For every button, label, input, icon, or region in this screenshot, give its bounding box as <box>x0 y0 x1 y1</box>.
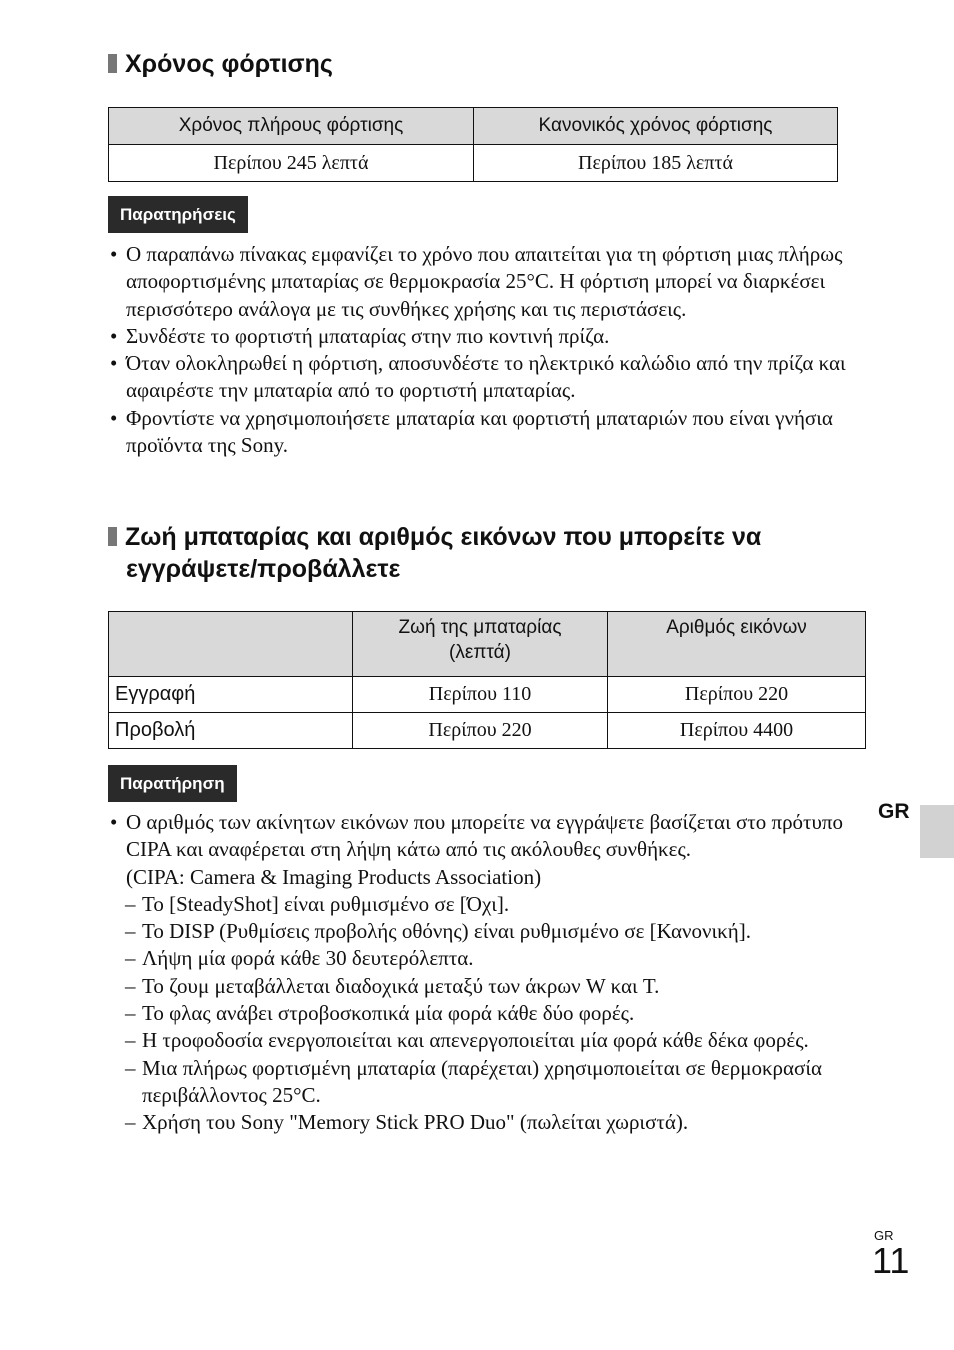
charging-time-table <box>108 107 838 182</box>
table-cell: Περίπου 110 <box>353 677 608 713</box>
table-row <box>109 677 866 713</box>
list-item: – Το ζουμ μεταβάλλεται διαδοχικά μεταξύ των άκρων W και T. <box>108 973 868 1000</box>
table-row-label: Προβολή <box>109 713 353 749</box>
list-item: • Όταν ολοκληρωθεί η φόρτιση, αποσυνδέστε το ηλεκτρικό καλώδιο από την πρίζα και αφαιρέστε την μπαταρία από το φορτιστή μπαταρίας. <box>108 350 868 405</box>
section-heading-charging-time <box>108 48 333 80</box>
list-item: – Το [SteadyShot] είναι ρυθμισμένο σε [Όχι]. <box>108 891 868 918</box>
section-heading-battery-life <box>108 521 761 585</box>
list-item: • Συνδέστε το φορτιστή μπαταρίας στην πιο κοντινή πρίζα. <box>108 323 868 350</box>
table-row <box>109 713 866 749</box>
table-header-cell: Αριθμός εικόνων <box>608 612 866 677</box>
note-label: Παρατήρηση <box>108 765 237 802</box>
notes-label: Παρατηρήσεις <box>108 196 248 233</box>
table-cell: Περίπου 220 <box>353 713 608 749</box>
heading-text-line1: Ζωή μπαταρίας και αριθμός εικόνων που μπορείτε να <box>125 523 762 551</box>
list-item: – Το DISP (Ρυθμίσεις προβολής οθόνης) είναι ρυθμισμένο σε [Κανονική]. <box>108 918 868 945</box>
language-tab-label: GR <box>878 800 910 823</box>
list-item: • Ο αριθμός των ακίνητων εικόνων που μπορείτε να εγγράψετε βασίζεται στο πρότυπο CIPA και αναφέρεται στη λήψη κάτω από τις ακόλουθες συνθήκες. <box>108 809 868 864</box>
table-cell: Περίπου 4400 <box>608 713 866 749</box>
table-row-label: Εγγραφή <box>109 677 353 713</box>
battery-life-table <box>108 611 866 749</box>
table-cell: Περίπου 220 <box>608 677 866 713</box>
list-item: – Το φλας ανάβει στροβοσκοπικά μία φορά κάθε δύο φορές. <box>108 1000 868 1027</box>
list-item: – Λήψη μία φορά κάθε 30 δευτερόλεπτα. <box>108 945 868 972</box>
table-header-cell: Κανονικός χρόνος φόρτισης <box>474 108 838 145</box>
heading-marker-icon <box>108 527 117 546</box>
notes-list-charging <box>108 241 868 459</box>
table-header-cell: Χρόνος πλήρους φόρτισης <box>109 108 474 145</box>
list-item: – Μια πλήρως φορτισμένη μπαταρία (παρέχεται) χρησιμοποιείται σε θερμοκρασία περιβάλλοντος 25°C. <box>108 1055 868 1110</box>
list-item: (CIPA: Camera & Imaging Products Association) <box>126 864 542 889</box>
table-header-row <box>109 612 866 677</box>
heading-marker-icon <box>108 54 117 73</box>
heading-text: Χρόνος φόρτισης <box>125 50 333 78</box>
table-row <box>109 145 838 182</box>
table-header-row <box>109 108 838 145</box>
page-number: 11 <box>872 1240 910 1281</box>
page-language: GR <box>874 1228 894 1243</box>
table-header-cell: Ζωή της μπαταρίας (λεπτά) <box>353 612 608 677</box>
table-cell: Περίπου 245 λεπτά <box>109 145 474 182</box>
table-cell: Περίπου 185 λεπτά <box>474 145 838 182</box>
notes-list-battery <box>108 809 868 1137</box>
language-tab <box>920 805 954 858</box>
list-item: • Φροντίστε να χρησιμοποιήσετε μπαταρία και φορτιστή μπαταριών που είναι γνήσια προϊόντα της Sony. <box>108 405 868 460</box>
table-header-cell-empty <box>109 612 353 677</box>
list-item: • Ο παραπάνω πίνακας εμφανίζει το χρόνο που απαιτείται για τη φόρτιση μιας πλήρως αποφορτισμένης μπαταρίας σε θερμοκρασία 25°C. Η φόρτιση μπορεί να διαρκέσει περισσότερο ανάλογα με τις συνθήκες χρήσης και τις περιστάσεις. <box>108 241 868 323</box>
heading-text-line2: εγγράψετε/προβάλλετε <box>126 555 401 583</box>
list-item: – Χρήση του Sony "Memory Stick PRO Duo" (πωλείται χωριστά). <box>108 1109 868 1136</box>
list-item: – Η τροφοδοσία ενεργοποιείται και απενεργοποιείται μία φορά κάθε δέκα φορές. <box>108 1027 868 1054</box>
